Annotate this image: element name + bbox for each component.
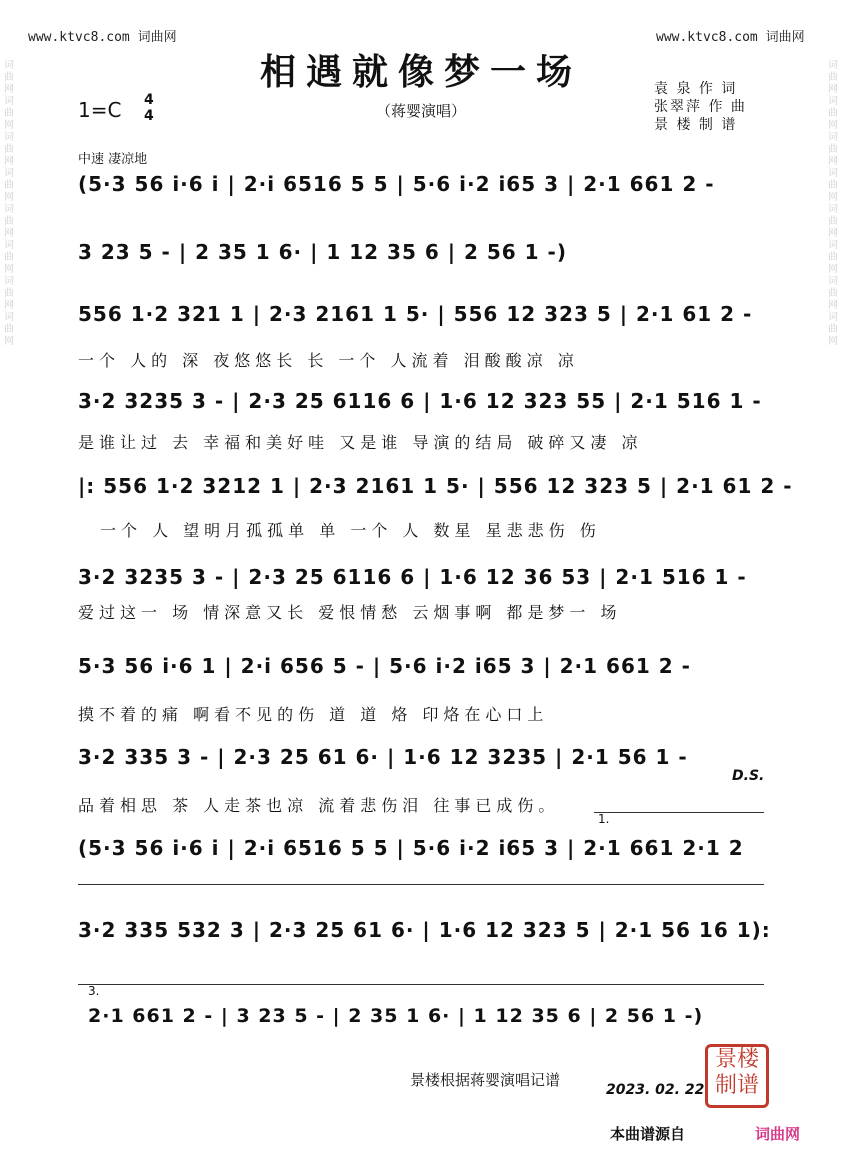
side-watermark-right: 词曲网词曲网词曲网词曲网词曲网词曲网词曲网词曲网 xyxy=(828,60,838,347)
time-bottom: 4 xyxy=(144,108,154,124)
song-title: 相遇就像梦一场 xyxy=(259,51,582,93)
score-row-10: 3·2 335 532 3 | 2·3 25 61 6· | 1·6 12 323 5 | 2·1 56 16 1): xyxy=(78,918,771,942)
credit-arranger: 景 楼 制 谱 xyxy=(654,117,738,133)
volta-3-label: 3. xyxy=(88,984,100,998)
score-row-11: 2·1 661 2 - | 3 23 5 - | 2 35 1 6· | 1 12 35 6 | 2 56 1 -) xyxy=(88,1005,704,1027)
lyric-row-7: 摸不着的痛 啊看不见的伤 道 道 烙 印烙在心口上 xyxy=(78,705,549,724)
score-row-1: (5·3 56 i·6 i | 2·i 6516 5 5 | 5·6 i·2 i65 3 | 2·1 661 2 - xyxy=(78,172,715,196)
seal-stamp xyxy=(705,1044,769,1108)
credits xyxy=(654,80,747,134)
time-signature xyxy=(144,92,154,124)
source-label: 本曲谱源自 xyxy=(610,1125,686,1143)
singer-note: （蒋婴演唱） xyxy=(375,102,466,120)
score-row-8: 3·2 335 3 - | 2·3 25 61 6· | 1·6 12 3235 | 2·1 56 1 - xyxy=(78,745,688,769)
stamp-text: 景楼制谱 xyxy=(714,1047,759,1098)
score-row-6: 3·2 3235 3 - | 2·3 25 6116 6 | 1·6 12 36 53 | 2·1 516 1 - xyxy=(78,565,747,589)
transcription-date: 2023. 02. 22 xyxy=(606,1082,705,1098)
score-row-4: 3·2 3235 3 - | 2·3 25 6116 6 | 1·6 12 323 55 | 2·1 516 1 - xyxy=(78,389,762,413)
ds-marking: D.S. xyxy=(732,768,765,784)
tempo-marking: 中速 凄凉地 xyxy=(78,152,148,167)
key-signature: 1=C xyxy=(78,98,122,122)
volta-1-continuation xyxy=(78,884,764,885)
site-url-left[interactable]: www.ktvc8.com 词曲网 xyxy=(28,30,177,45)
credit-lyricist: 袁 泉 作 词 xyxy=(654,81,738,97)
score-row-9: (5·3 56 i·6 i | 2·i 6516 5 5 | 5·6 i·2 i65 3 | 2·1 661 2·1 2 xyxy=(78,836,744,860)
site-url-right[interactable]: www.ktvc8.com 词曲网 xyxy=(656,30,805,45)
score-row-7: 5·3 56 i·6 1 | 2·i 656 5 - | 5·6 i·2 i65 3 | 2·1 661 2 - xyxy=(78,654,691,678)
lyric-row-4: 是谁让过 去 幸福和美好哇 又是谁 导演的结局 破碎又凄 凉 xyxy=(78,433,643,452)
credit-composer: 张翠萍 作 曲 xyxy=(654,99,747,115)
volta-3-bracket xyxy=(78,984,764,985)
time-top: 4 xyxy=(144,92,154,108)
source-site-link[interactable]: 词曲网 xyxy=(755,1125,801,1143)
transcription-note: 景楼根据蒋婴演唱记谱 xyxy=(410,1071,561,1089)
side-watermark-left: 词曲网词曲网词曲网词曲网词曲网词曲网词曲网词曲网 xyxy=(4,60,14,347)
volta-1-bracket xyxy=(594,812,764,813)
lyric-row-5: 一个 人 望明月孤孤单 单 一个 人 数星 星悲悲伤 伤 xyxy=(100,521,601,540)
score-row-2: 3 23 5 - | 2 35 1 6· | 1 12 35 6 | 2 56 1 -) xyxy=(78,240,567,264)
lyric-row-6: 爱过这一 场 情深意又长 爱恨情愁 云烟事啊 都是梦一 场 xyxy=(78,603,622,622)
lyric-row-8: 品着相思 茶 人走茶也凉 流着悲伤泪 往事已成伤。 xyxy=(78,796,560,815)
lyric-row-3: 一个 人的 深 夜悠悠长 长 一个 人流着 泪酸酸凉 凉 xyxy=(78,351,579,370)
volta-1-label: 1. xyxy=(598,812,610,826)
score-row-5: |: 556 1·2 3212 1 | 2·3 2161 1 5· | 556 12 323 5 | 2·1 61 2 - xyxy=(78,474,793,498)
score-row-3: 556 1·2 321 1 | 2·3 2161 1 5· | 556 12 323 5 | 2·1 61 2 - xyxy=(78,302,753,326)
